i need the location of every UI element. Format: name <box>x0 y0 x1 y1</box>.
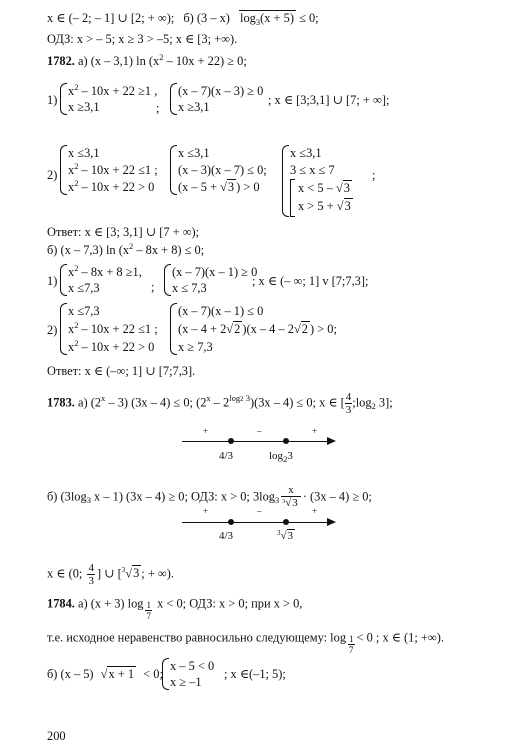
tick-label: $\log_23$ <box>269 450 293 464</box>
system-brace: x ≤7,3 $x^2 - 10x + 22 \le 1$ ; $x^2 - 10x + 22 > 0$ <box>60 303 175 355</box>
system-brace: x ≤3,1 (x – 3)(x – 7) ≤ 0; (x – 5 + √3 ) > 0 <box>170 145 285 195</box>
sign-minus: – <box>257 426 262 436</box>
union-bracket <box>290 179 295 217</box>
sign-plus: + <box>203 506 209 516</box>
sqrt-radical: $\log_3(x + 5)$ <box>240 11 294 27</box>
case-result: ; x ∈ (– ∞; 1] v [7;7,3]; <box>252 274 369 288</box>
system-brace: $x^2 - 10x + 22 \ge 1$ , x ≥3,1 <box>60 83 165 115</box>
sign-plus: + <box>312 506 318 516</box>
case-label: 1) <box>47 93 58 107</box>
axis-line <box>182 522 327 523</box>
critical-point <box>283 519 289 525</box>
problem-1784-equivalence: т.е. исходное неравенство равносильно следующему: log $\frac{1}{7}$ < 0 ; x ∈ (1; +∞). <box>47 630 444 655</box>
system-brace: (x – 7)(x – 1) ≥ 0 x ≤ 7,3 <box>164 264 274 296</box>
odz-line: ОДЗ: x > – 5; x ≥ 3 > –5; x ∈ [3; +∞). <box>47 32 238 46</box>
problem-number: 1782. <box>47 54 75 68</box>
case-result: ; x ∈(–1; 5); <box>224 667 286 681</box>
system-brace: $x^2 - 8x + 8 \ge 1$, x ≤7,3 <box>60 264 160 296</box>
problem-1783-result: x ∈ (0; $\frac{4}{3}$ ] ∪ [$^3$√3 ; + ∞). <box>47 562 174 587</box>
critical-point <box>228 438 234 444</box>
critical-point <box>283 438 289 444</box>
case-result: ; x ∈ [3;3,1] ∪ [7; + ∞]; <box>268 93 390 107</box>
sign-plus: + <box>312 426 318 436</box>
case-label: 2) <box>47 168 58 182</box>
tick-label: $^3$√3 <box>277 529 294 542</box>
problem-1782-header: 1782. а) (x – 3,1) $\ln (x^2 - 10x + 22) \ge 0$; <box>47 52 247 68</box>
system-brace: (x – 7)(x – 3) ≥ 0 x ≥3,1 <box>170 83 280 115</box>
tick-label: 4/3 <box>219 530 234 542</box>
axis-line <box>182 441 327 442</box>
tick-label: 4/3 <box>219 450 234 462</box>
problem-1783-a: 1783. а) (2$^x$ – 3) (3x – 4) ≤ 0; $(2^x - 2^{log2 3})(3x - 4) \le 0$; x ∈ [ $\frac{4}{3}$ $;\log_2$ 3]; <box>47 391 393 416</box>
axis-arrow <box>327 518 336 526</box>
problem-1784-b: б) (x – 5) √x + 1 < 0; <box>47 667 163 681</box>
answer-line: Ответ: x ∈ [3; 3,1] ∪ [7 + ∞); <box>47 225 200 239</box>
top-line-1: x ∈ (– 2; – 1] ∪ [2; + ∞); б) (3 – x) $\log_3(x + 5) \le 0$; <box>47 11 319 27</box>
system-brace: x ≤3,1 3 ≤ x ≤ 7 x < 5 – √3 x > 5 + √3 <box>282 145 362 217</box>
answer-line: Ответ: x ∈ (–∞; 1] ∪ [7;7,3]. <box>47 364 196 378</box>
critical-point <box>228 519 234 525</box>
problem-number: 1783. <box>47 395 75 410</box>
system-brace: (x – 7)(x – 1) ≤ 0 (x – 4 + 2√2 )(x – 4 – 2√2 ) > 0; x ≥ 7,3 <box>170 303 370 355</box>
system-brace: x – 5 < 0 x ≥ –1 <box>162 658 242 690</box>
problem-number: 1784. <box>47 596 75 611</box>
case-label: 2) <box>47 323 58 337</box>
problem-1783-b: б) ($3\log_3$ x – 1) (3x – 4) ≥ 0; ОДЗ: x > 0; $3\log_3$ $\frac{x}{^3√3}$ · (3x – 4) ≥ 0; <box>47 484 372 509</box>
axis-arrow <box>327 437 336 445</box>
sign-plus: + <box>203 426 209 436</box>
system-brace: x ≤3,1 $x^2 - 10x + 22 \le 1$ ; $x^2 - 10x + 22 > 0$ <box>60 145 175 195</box>
page-number: 200 <box>47 729 66 743</box>
problem-1784-a: 1784. а) (x + 3) log $\frac{1}{7}$ x < 0; ОДЗ: x > 0; при x > 0, <box>47 596 303 621</box>
part-b-header: б) (x – 7,3) $\ln (x^2 - 8x + 8) \le 0$; <box>47 241 205 257</box>
case-label: 1) <box>47 274 58 288</box>
sign-minus: – <box>257 506 262 516</box>
